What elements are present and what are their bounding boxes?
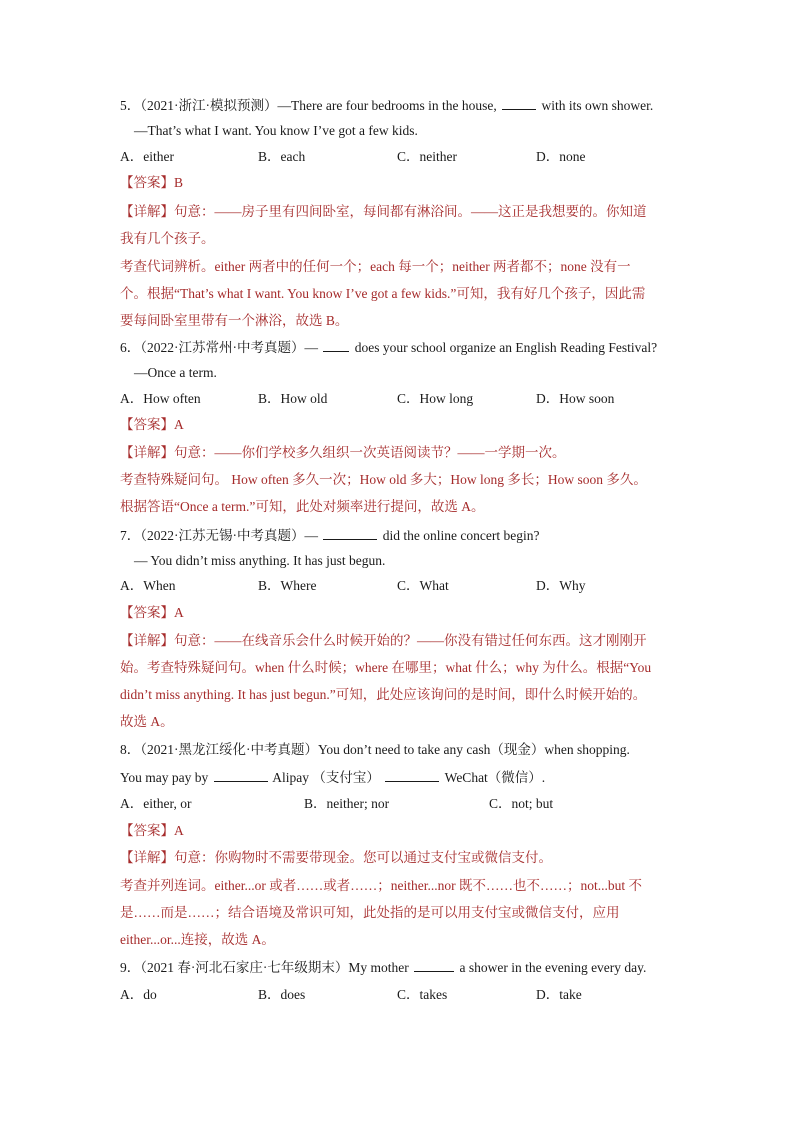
q7-option-b: B．Where xyxy=(258,578,317,593)
q8-analysis-3: either...or...连接，故选 A。 xyxy=(120,932,275,947)
q5-answer xyxy=(120,173,183,193)
q7-blank xyxy=(323,525,377,540)
q7-reply: — You didn’t miss anything. It has just begun. xyxy=(134,553,386,568)
q9-option-d: D．take xyxy=(536,987,582,1002)
detail-tag: 【详解】 xyxy=(120,445,174,460)
q5-detail-2: 我有几个孩子。 xyxy=(120,231,215,246)
q6-blank xyxy=(323,337,349,352)
q5-reply: —That’s what I want. You know I’ve got a few kids. xyxy=(134,123,418,138)
q5-stem-prefix: 5．（2021·浙江·模拟预测）—There are four bedrooms in the house, xyxy=(120,98,497,113)
q5-option-c: C．neither xyxy=(397,149,457,164)
q8-blank-2 xyxy=(385,767,439,782)
q9-stem-prefix: 9．（2021 春·河北石家庄·七年级期末）My mother xyxy=(120,960,409,975)
q7-option-c: C．What xyxy=(397,578,449,593)
q7-answer xyxy=(120,603,184,623)
q6-option-d: D．How soon xyxy=(536,391,615,406)
q8-stem-line2: You may pay by Alipay （支付宝） WeChat（微信）. xyxy=(120,767,545,788)
q5-answer-value: B xyxy=(174,175,184,190)
q7-stem-prefix: 7．（2022·江苏无锡·中考真题）— xyxy=(120,528,318,543)
answer-tag: 【答案】 xyxy=(120,605,174,620)
answer-tag: 【答案】 xyxy=(120,417,174,432)
q9-option-c: C．takes xyxy=(397,987,448,1002)
q5-stem xyxy=(120,95,653,116)
q7-detail-3: didn’t miss anything. It has just begun.”可知，此处应该询问的是时间，即什么时候开始的。 xyxy=(120,687,647,702)
q6-stem-prefix: 6．（2022·江苏常州·中考真题）— xyxy=(120,340,318,355)
q5-option-d: D．none xyxy=(536,149,586,164)
detail-tag: 【详解】 xyxy=(120,633,174,648)
q6-answer-value: A xyxy=(174,417,184,432)
q7-detail-2: 始。考查特殊疑问句。when 什么时候；where 在哪里；what 什么；why 为什么。根据“You xyxy=(120,660,652,675)
q5-analysis-2: 个。根据“That’s what I want. You know I’ve got a few kids.”可知，我有好几个孩子，因此需 xyxy=(120,286,646,301)
q8-blank-1 xyxy=(214,767,268,782)
q7-option-a: A．When xyxy=(120,578,176,593)
q7-stem xyxy=(120,525,539,546)
q5-option-a: A．either xyxy=(120,149,174,164)
answer-tag: 【答案】 xyxy=(120,175,174,190)
q7-stem-suffix: did the online concert begin? xyxy=(382,528,540,543)
q9-option-b: B．does xyxy=(258,987,306,1002)
q6-stem xyxy=(120,337,657,358)
q9-option-a: A．do xyxy=(120,987,157,1002)
q9-blank xyxy=(414,957,454,972)
q8-detail-1: 【详解】句意：你购物时不需要带现金。您可以通过支付宝或微信支付。 xyxy=(120,850,552,865)
q8-option-b: B．neither; nor xyxy=(304,796,390,811)
q9-stem-suffix: a shower in the evening every day. xyxy=(459,960,647,975)
q5-option-b: B．each xyxy=(258,149,306,164)
q9-stem xyxy=(120,957,646,978)
q6-stem-suffix: does your school organize an English Reading Festival? xyxy=(354,340,658,355)
q7-answer-value: A xyxy=(174,605,184,620)
q6-analysis-2: 根据答语“Once a term.”可知，此处对频率进行提问，故选 A。 xyxy=(120,499,485,514)
detail-tag: 【详解】 xyxy=(120,850,174,865)
detail-tag: 【详解】 xyxy=(120,204,174,219)
q6-detail-1: 【详解】句意：——你们学校多久组织一次英语阅读节？——一学期一次。 xyxy=(120,445,566,460)
q8-stem: 8．（2021·黑龙江绥化·中考真题）You don’t need to take any cash（现金）when shopping. xyxy=(120,742,630,757)
q6-option-a: A．How often xyxy=(120,391,201,406)
q8-option-a: A．either, or xyxy=(120,796,192,811)
q8-option-c: C．not; but xyxy=(489,796,554,811)
q6-answer xyxy=(120,415,184,435)
q7-detail-4: 故选 A。 xyxy=(120,714,174,729)
q5-detail-1: 【详解】句意：——房子里有四间卧室，每间都有淋浴间。——这正是我想要的。你知道 xyxy=(120,204,647,219)
q7-detail-1: 【详解】句意：——在线音乐会什么时候开始的？——你没有错过任何东西。这才刚刚开 xyxy=(120,633,647,648)
q6-option-b: B．How old xyxy=(258,391,328,406)
q6-option-c: C．How long xyxy=(397,391,474,406)
q5-blank xyxy=(502,95,536,110)
q5-stem-suffix: with its own shower. xyxy=(541,98,654,113)
q6-reply: —Once a term. xyxy=(134,365,217,380)
q5-analysis-1: 考查代词辨析。either 两者中的任何一个；each 每一个；neither 两者都不；none 没有一 xyxy=(120,259,631,274)
q7-option-d: D．Why xyxy=(536,578,586,593)
q8-answer-value: A xyxy=(174,823,184,838)
q8-answer xyxy=(120,821,184,841)
q5-analysis-3: 要每间卧室里带有一个淋浴，故选 B。 xyxy=(120,313,349,328)
q8-analysis-2: 是……而是……；结合语境及常识可知，此处指的是可以用支付宝或微信支付，应用 xyxy=(120,905,620,920)
q6-analysis-1: 考查特殊疑问句。 How often 多久一次；How old 多大；How long 多长；How soon 多久。 xyxy=(120,472,647,487)
answer-tag: 【答案】 xyxy=(120,823,174,838)
q8-analysis-1: 考查并列连词。either...or 或者……或者……；neither...nor 既不……也不……；not...but 不 xyxy=(120,878,642,893)
